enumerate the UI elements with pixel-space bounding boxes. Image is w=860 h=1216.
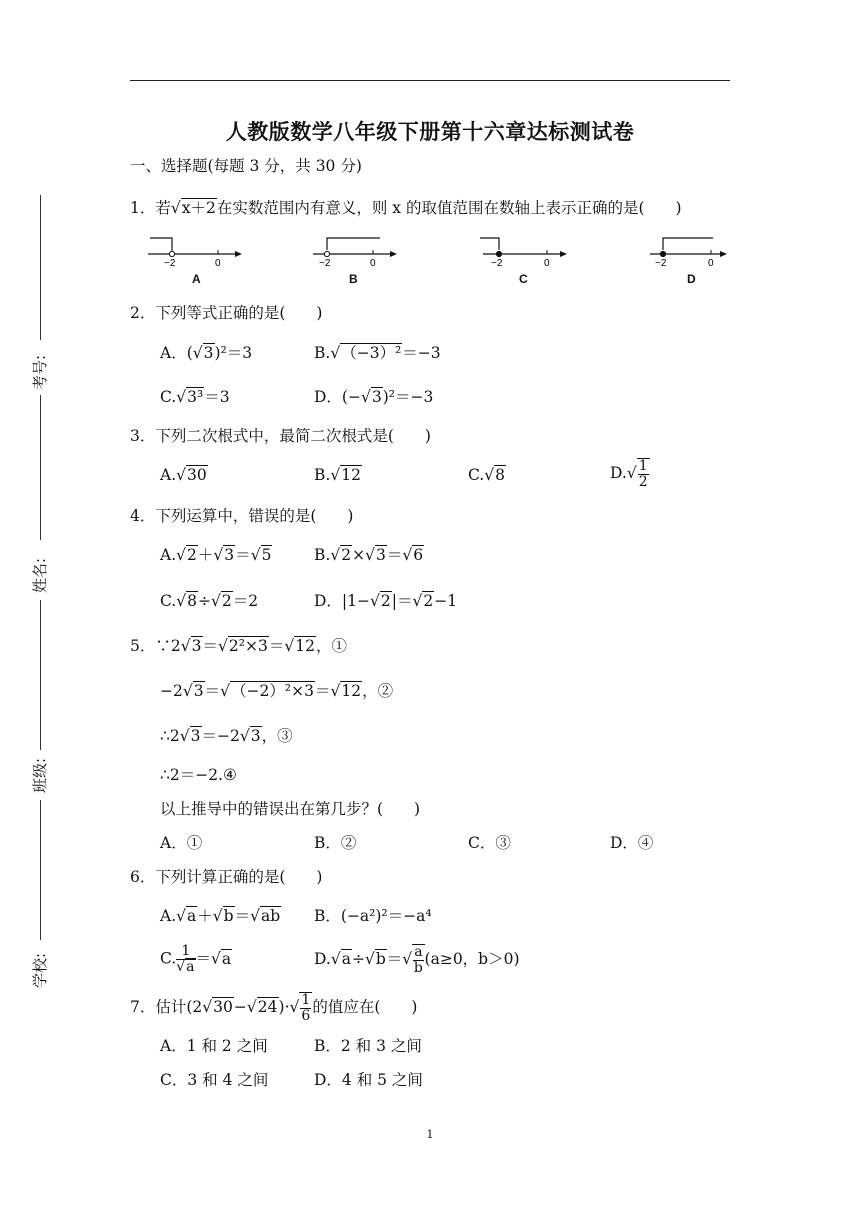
svg-text:−2: −2	[491, 258, 503, 269]
svg-text:0: 0	[708, 258, 714, 269]
svg-text:−2: −2	[655, 258, 667, 269]
q2-option-c: C.√3³＝3	[160, 388, 230, 406]
q4-option-d: D．|1−√2|＝√2−1	[314, 592, 458, 610]
question-2: 2．下列等式正确的是( )	[130, 304, 323, 322]
q7-option-b: B．2 和 3 之间	[314, 1037, 422, 1055]
q7-option-d: D．4 和 5 之间	[314, 1071, 423, 1089]
q7-option-a: A．1 和 2 之间	[160, 1037, 268, 1055]
question-5-line-2: −2√3＝√（−2）²×3＝√12，②	[160, 682, 394, 700]
svg-text:−2: −2	[164, 258, 176, 269]
question-5-line-3: ∴2√3＝−2√3，③	[160, 727, 293, 745]
school-label: 学校:	[31, 952, 50, 989]
number-line-b	[305, 232, 415, 272]
name-label: 姓名:	[31, 557, 50, 594]
binding-line	[40, 395, 41, 540]
exam-number-label: 考号:	[31, 354, 50, 391]
svg-text:−2: −2	[319, 258, 331, 269]
option-b-label: B	[349, 272, 358, 286]
q4-option-c: C.√8÷√2＝2	[160, 592, 259, 610]
number-line-c	[475, 232, 585, 272]
q3-option-b: B.√12	[314, 466, 361, 484]
question-4: 4．下列运算中，错误的是( )	[130, 507, 354, 525]
q6-option-a: A.√a＋√b＝√ab	[160, 907, 281, 925]
q2-option-d: D．(−√3)²＝−3	[314, 388, 434, 406]
top-rule	[130, 80, 730, 81]
q2-option-b: B.√（−3）²＝−3	[314, 344, 441, 362]
q4-option-b: B.√2×√3＝√6	[314, 546, 424, 564]
number-line-a	[140, 232, 250, 272]
q3-option-a: A.√30	[160, 466, 207, 484]
q5-option-a: A．①	[160, 834, 203, 852]
q3-option-c: C.√8	[468, 466, 505, 484]
q3-option-d: D.√ $\frac{1}{2}$	[610, 458, 648, 490]
option-a-label: A	[192, 272, 201, 286]
q6-option-c: C. $\frac{1}{√a}$ ＝√a	[160, 943, 232, 975]
svg-text:0: 0	[370, 258, 376, 269]
class-label: 班级:	[31, 757, 50, 794]
page-number: 1	[426, 1128, 434, 1141]
option-c-label: C	[519, 272, 528, 286]
binding-line	[40, 600, 41, 750]
question-5-line-1: 5．∵2√3＝√2²×3＝√12，①	[130, 637, 347, 655]
svg-text:0: 0	[544, 258, 550, 269]
q4-option-a: A.√2＋√3＝√5	[160, 546, 272, 564]
q5-option-b: B．②	[314, 834, 357, 852]
q5-option-c: C．③	[468, 834, 511, 852]
page-title: 人教版数学八年级下册第十六章达标测试卷	[225, 120, 635, 144]
question-5-line-4: ∴2＝−2.④	[160, 766, 237, 784]
question-1: 1．若√x＋2在实数范围内有意义，则 x 的取值范围在数轴上表示正确的是( )	[130, 199, 682, 217]
option-d-label: D	[687, 272, 696, 286]
question-5-prompt: 以上推导中的错误出在第几步？( )	[160, 800, 421, 818]
section-heading: 一、选择题(每题 3 分，共 30 分)	[130, 157, 362, 175]
question-3: 3．下列二次根式中，最简二次根式是( )	[130, 427, 431, 445]
q6-option-d: D.√a÷√b＝√ $\frac{a}{b}$ (a≥0，b＞0)	[314, 944, 520, 976]
number-line-d	[645, 232, 755, 272]
question-7: 7．估计(2√30−√24)·√ $\frac{1}{6}$ 的值应在( )	[130, 992, 418, 1024]
q6-option-b: B．(−a²)²＝−a⁴	[314, 907, 432, 925]
q5-option-d: D．④	[610, 834, 654, 852]
svg-text:0: 0	[215, 258, 221, 269]
q7-option-c: C．3 和 4 之间	[160, 1071, 269, 1089]
q2-option-a: A．(√3)²＝3	[160, 344, 253, 362]
question-6: 6．下列计算正确的是( )	[130, 868, 323, 886]
binding-line	[40, 800, 41, 940]
binding-line	[40, 195, 41, 340]
